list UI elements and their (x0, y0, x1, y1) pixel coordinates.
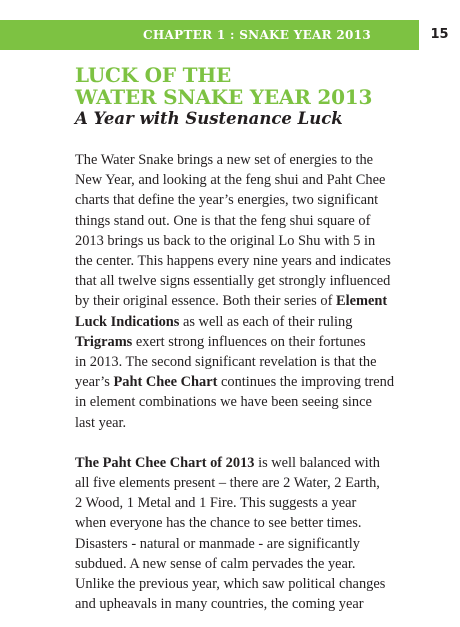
text-run: subdued. A new sense of calm pervades the year. (75, 555, 356, 572)
text-line (75, 190, 430, 210)
text-line (75, 211, 430, 231)
text-line (75, 372, 430, 392)
text-line (75, 170, 430, 190)
text-line (75, 594, 430, 614)
text-line (75, 312, 430, 332)
body-paragraph (75, 150, 430, 433)
text-run: New Year, and looking at the feng shui and Paht Chee (75, 172, 386, 189)
text-line (75, 413, 430, 433)
text-run: last year. (75, 414, 127, 431)
text-run: Unlike the previous year, which saw political changes (75, 576, 386, 593)
text-run: 2013 brings us back to the original Lo Shu with 5 in (75, 232, 376, 249)
text-run: as well as each of their ruling (179, 313, 353, 330)
bold-term: Trigrams (75, 333, 133, 350)
chapter-header-band (0, 20, 419, 50)
page-title-line-1: LUCK OF THE (75, 63, 232, 87)
chapter-header (0, 20, 460, 50)
text-line (75, 392, 430, 412)
text-run: exert strong influences on their fortunes (132, 333, 366, 350)
text-line (75, 554, 430, 574)
bold-term: Element (335, 293, 388, 310)
text-line (75, 352, 430, 372)
text-run: The Water Snake brings a new set of energies to the (75, 152, 374, 168)
text-line (75, 534, 430, 554)
page-number: 15 (430, 27, 449, 42)
text-run: by their original essence. Both their series of (75, 293, 336, 310)
page-subtitle: A Year with Sustenance Luck (75, 109, 343, 128)
text-run: all five elements present – there are 2 Water, 2 Earth, (75, 475, 380, 492)
text-run: things stand out. One is that the feng shui square of (75, 212, 371, 229)
text-run: that all twelve signs essentially get strongly influenced (75, 273, 391, 290)
bold-term: Luck Indications (75, 313, 180, 330)
text-line (75, 231, 430, 251)
text-line (75, 251, 430, 271)
text-run: when everyone has the chance to see better times. (75, 515, 362, 532)
text-run: charts that define the year’s energies, two significant (75, 192, 379, 209)
body-text (75, 150, 430, 614)
body-paragraph (75, 453, 430, 615)
text-run: in 2013. The second significant revelation is that the (75, 354, 377, 371)
text-run: is well balanced with (254, 454, 380, 471)
title-block (75, 64, 435, 129)
text-line (75, 332, 430, 352)
text-run: and upheavals in many countries, the coming year (75, 596, 364, 613)
chapter-title: CHAPTER 1 : SNAKE YEAR 2013 (143, 28, 371, 42)
text-line (75, 473, 430, 493)
bold-term: Paht Chee Chart (113, 374, 218, 391)
text-line (75, 513, 430, 533)
text-line (75, 574, 430, 594)
text-line (75, 493, 430, 513)
text-run: year’s (75, 374, 114, 391)
text-line (75, 291, 430, 311)
text-run: the center. This happens every nine years and indicates (75, 253, 391, 270)
bold-term: The Paht Chee Chart of 2013 (75, 454, 255, 471)
text-run: Disasters - natural or manmade - are significantly (75, 535, 360, 552)
text-run: 2 Wood, 1 Metal and 1 Fire. This suggests a year (75, 495, 357, 512)
text-run: continues the improving trend (217, 374, 395, 391)
text-line (75, 453, 430, 473)
page-title-line-2: WATER SNAKE YEAR 2013 (75, 85, 373, 109)
text-run: in element combinations we have been seeing since (75, 394, 372, 411)
text-line (75, 271, 430, 291)
text-line (75, 150, 430, 170)
